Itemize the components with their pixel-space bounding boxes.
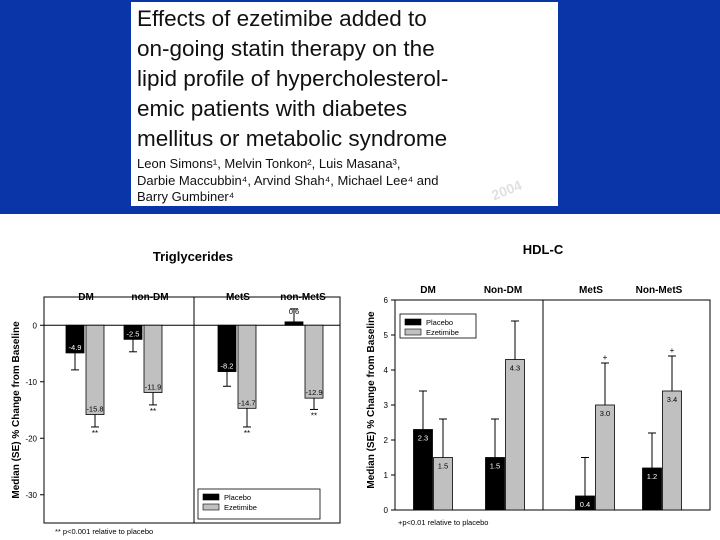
significance-marker: + [602, 353, 608, 362]
y-tick-label: 6 [383, 296, 388, 305]
legend-label: Ezetimibe [426, 328, 459, 337]
y-tick-label: -10 [25, 377, 37, 387]
significance-marker: + [669, 346, 675, 355]
group-label: DM [420, 285, 436, 296]
bar-value-label: 1.5 [437, 461, 449, 471]
article-title-line: Effects of ezetimibe added to [137, 6, 427, 31]
author-line: Barry Gumbiner⁴ [137, 189, 235, 204]
bar-value-label: -8.2 [220, 361, 234, 371]
bar-value-label: 0.6 [288, 306, 300, 316]
bar-value-label: 3.4 [666, 395, 678, 404]
author-line: Leon Simons¹, Melvin Tonkon², Luis Masana³, [137, 156, 401, 171]
bar [506, 360, 525, 511]
significance-marker: ** [310, 411, 318, 421]
legend-swatch [203, 494, 219, 500]
group-label: Non-DM [483, 285, 523, 296]
group-label: DM [78, 292, 94, 303]
article-title [137, 4, 557, 154]
y-tick-label: 3 [383, 401, 388, 410]
group-label: MetS [579, 285, 603, 296]
y-tick-label: 1 [383, 471, 388, 480]
article-title-line: mellitus or metabolic syndrome [137, 126, 448, 151]
y-axis-label: Median (SE) % Change from Baseline [366, 311, 377, 489]
y-tick-label: 0 [32, 321, 37, 331]
legend-label: Placebo [224, 493, 252, 502]
chart-title: HDL-C [522, 242, 564, 257]
chart-title: Triglycerides [152, 249, 234, 264]
y-axis-label: Median (SE) % Change from Baseline [11, 321, 22, 499]
footnote: +p<0.01 relative to placebo [398, 518, 489, 527]
bar-value-label: 1.2 [646, 472, 658, 481]
author-line: Darbie Maccubbin⁴, Arvind Shah⁴, Michael Lee⁴ and [137, 172, 439, 188]
significance-marker: ** [149, 406, 157, 416]
significance-marker: ** [91, 428, 99, 438]
bar [86, 325, 104, 414]
footnote: ** p<0.001 relative to placebo [55, 527, 154, 536]
bar-value-label: -12.9 [305, 388, 323, 398]
bar-value-label: 4.3 [509, 363, 521, 373]
bar [663, 391, 682, 510]
bar [596, 405, 615, 510]
bar-value-label: -14.7 [238, 398, 256, 408]
article-title-line: emic patients with diabetes [137, 96, 408, 121]
group-label: Non-MetS [635, 285, 683, 296]
y-tick-label: 0 [383, 506, 388, 515]
legend-swatch [203, 504, 219, 510]
bar [238, 325, 256, 408]
y-tick-label: 5 [383, 331, 388, 340]
watermark: 2004 [489, 176, 525, 204]
y-tick-label: 4 [383, 366, 388, 375]
bar-value-label: 2.3 [417, 433, 429, 443]
charts-area [0, 214, 720, 540]
title-band [0, 0, 720, 214]
group-label: MetS [226, 292, 250, 303]
group-label: non-MetS [280, 292, 326, 303]
significance-marker: ** [243, 428, 251, 438]
legend-label: Placebo [426, 318, 454, 327]
bar-value-label: 1.5 [489, 461, 501, 471]
bar-value-label: 3.0 [599, 409, 611, 418]
bar-value-label: -2.5 [126, 329, 140, 339]
article-title-line: on-going statin therapy on the [137, 36, 435, 61]
y-tick-label: -30 [25, 490, 37, 500]
bar-value-label: -4.9 [68, 342, 82, 352]
group-label: non-DM [131, 292, 169, 303]
article-header-image [131, 2, 558, 206]
bar-value-label: 0.4 [579, 500, 591, 509]
y-tick-label: -20 [25, 434, 37, 444]
legend-label: Ezetimibe [224, 503, 257, 512]
bar-value-label: -11.9 [144, 382, 162, 392]
legend-swatch [405, 319, 421, 325]
bar-value-label: -15.8 [86, 404, 104, 414]
bar [285, 322, 303, 325]
legend-swatch [405, 329, 421, 335]
y-tick-label: 2 [383, 436, 388, 445]
article-title-line: lipid profile of hypercholesterol- [137, 66, 449, 91]
